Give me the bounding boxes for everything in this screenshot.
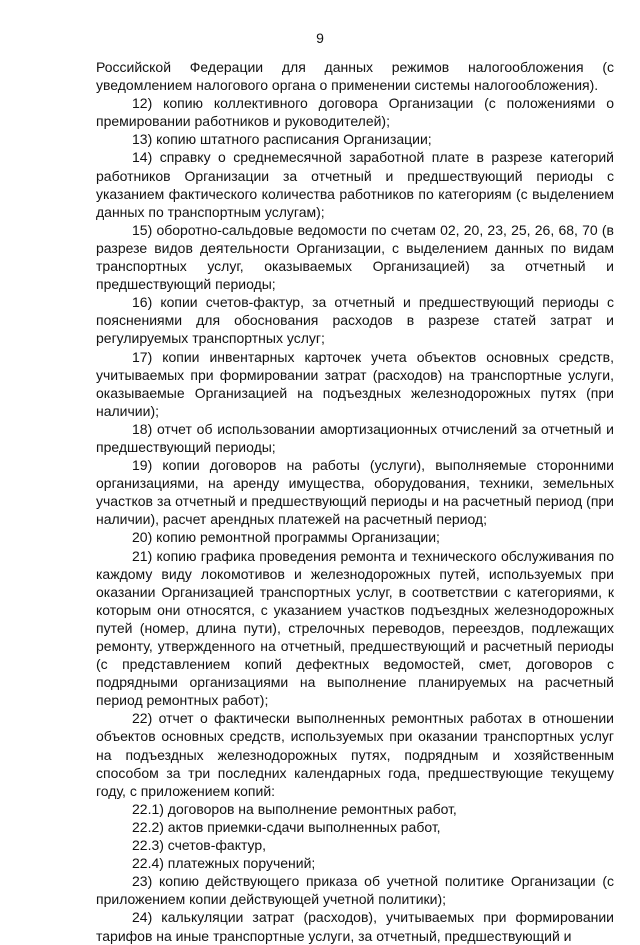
paragraph-item-17: 17) копии инвентарных карточек учета объектов основных средств, учитываемых при формировании затрат (расходов) на транспортные услуги, оказываемые Организацией на подъездных железнодорожных путях (при наличии); [96,348,614,419]
paragraph-item-22: 22) отчет о фактически выполненных ремонтных работах в отношении объектов основных средств, используемых при оказании транспортных услуг на подъездных железнодорожных путях, подрядным и хозяйственным способом за три последних календарных года, предшествующие текущему году, с приложением копий: [96,710,614,799]
subitem-22-4: 22.4) платежных поручений; [132,855,316,872]
paragraph-item-20: 20) копию ремонтной программы Организации; [132,529,440,546]
document-body [96,58,614,945]
paragraph-item-13: 13) копию штатного расписания Организации; [132,131,432,148]
paragraph-item-12: 12) копию коллективного договора Организации (с положениями о премировании работников и руководителей); [96,95,614,130]
subitem-22-2: 22.2) актов приемки-сдачи выполненных работ, [132,818,441,835]
paragraph-item-14: 14) справку о среднемесячной заработной плате в разрезе категорий работников Организации за отчетный и предшествующий периоды с указанием фактического количества работников по категориям (с выделением данных по транспортным услугам); [96,149,614,220]
paragraph-item-23: 23) копию действующего приказа об учетной политике Организации (с приложением копии действующей учетной политики); [96,873,614,908]
paragraph-item-15: 15) оборотно-сальдовые ведомости по счетам 02, 20, 23, 25, 26, 68, 70 (в разрезе видов деятельности Организации, с выделением данных по видам транспортных услуг, оказываемых Организацией) за отчетный и предшествующий периоды; [96,221,614,293]
paragraph-item-18: 18) отчет об использовании амортизационных отчислений за отчетный и предшествующий периоды; [96,420,614,455]
paragraph-item-19: 19) копии договоров на работы (услуги), выполняемые сторонними организациями, на аренду имущества, оборудования, техники, земельных участков за отчетный и предшествующий периоды и на расчетный период (при наличии), расчет арендных платежей на расчетный период; [96,457,614,528]
paragraph-item-21: 21) копию графика проведения ремонта и технического обслуживания по каждому виду локомотивов и железнодорожных путей, используемых при оказании Организацией транспортных услуг, в соответствии с категориями, к которым они относятся, с указанием участков подъездных железнодорожных путей (номер, длина пути), стрелочных переводов, переездов, подлежащих ремонту, утвержденного на отчетный, предшествующий и расчетный периоды (с представлением копий дефектных ведомостей, смет, договоров с подрядными организациями на выполнение планируемых на расчетный период ремонтных работ); [96,547,614,709]
subitem-22-1: 22.1) договоров на выполнение ремонтных работ, [132,800,457,817]
page-number: 9 [316,30,324,46]
subitem-22-3: 22.3) счетов-фактур, [132,837,267,854]
paragraph-item-24: 24) калькуляции затрат (расходов), учитываемых при формировании тарифов на иные транспортные услуги, за отчетный, предшествующий и [96,909,614,944]
paragraph-intro: Российской Федерации для данных режимов налогообложения (с уведомлением налогового органа о применении системы налогообложения). [96,59,614,94]
paragraph-item-16: 16) копии счетов-фактур, за отчетный и предшествующий периоды с пояснениями для обоснования расходов в разрезе статей затрат и регулируемых транспортных услуг; [96,294,614,347]
